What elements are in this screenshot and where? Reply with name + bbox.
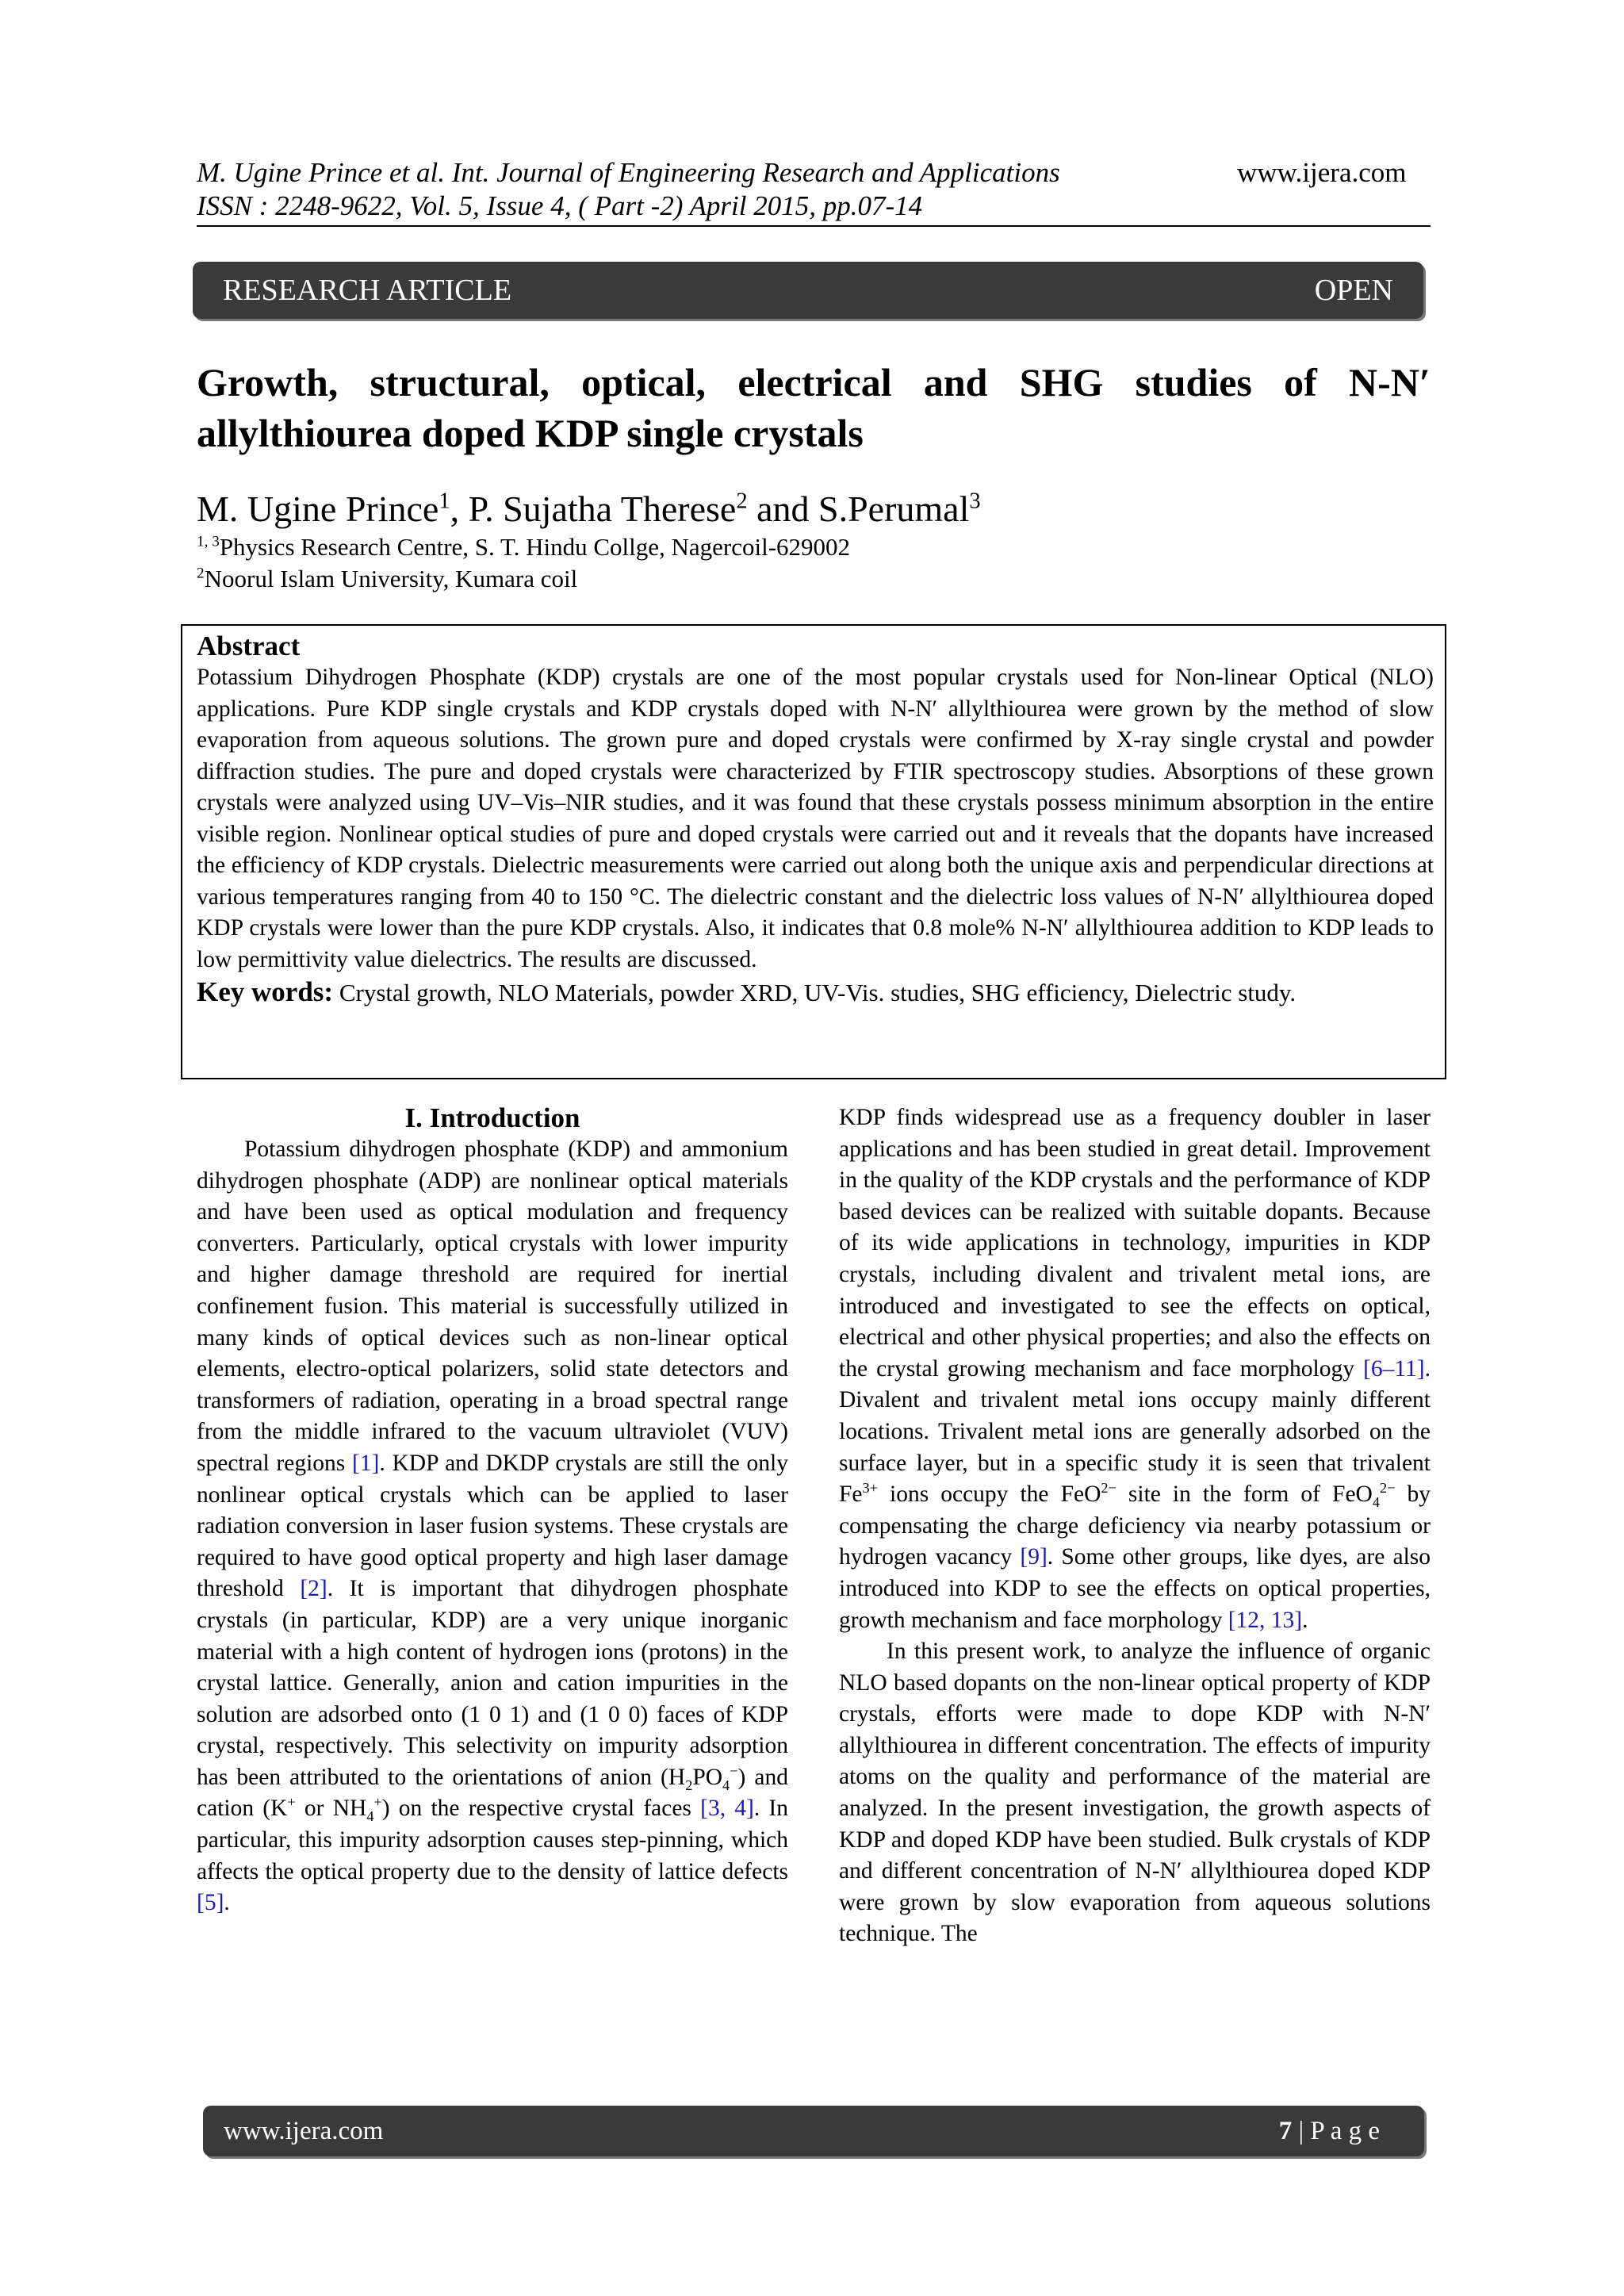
page-footer [203,2106,1424,2156]
affiliation-1 [197,531,850,563]
page-number-value: 7 [1278,2116,1293,2145]
journal-citation-line1: M. Ugine Prince et al. Int. Journal of Engineering Research and Applications [197,157,1060,188]
footer-website[interactable]: www.ijera.com [224,2116,384,2145]
affiliation-2-text: Noorul Islam University, Kumara coil [204,565,578,592]
intro-paragraph-2: KDP finds widespread use as a frequency doubler in laser applications and has been studied in great detail. Improvement in the quality of the KDP crystals and the performance of KDP based devices can be realized with suitable dopants. Because of its wide applications in technology, impurities in KDP crystals, including divalent and trivalent metal ions, are introduced and investigated to see the effects on optical, electrical and other physical properties; and also the effects on the crystal growing mechanism and face morphology [6–11]. Divalent and trivalent metal ions occupy mainly different locations. Trivalent metal ions are generally adsorbed on the surface layer, but in a specific study it is seen that trivalent $Fe^{3+}$ ions occupy the FeO$^{2-}$ site in the form of FeO$_4^{2-}$ by compensating the charge deficiency via nearby potassium or hydrogen vacancy [9]. Some other groups, like dyes, are also introduced into KDP to see the effects on optical properties, growth mechanism and face morphology [12, 13]. [839,1105,1431,1633]
right-column [839,1102,1431,1950]
author-3: and S.Perumal [747,489,970,529]
author-1: M. Ugine Prince [197,489,439,529]
header-rule [197,225,1431,227]
citation-2[interactable]: [2] [300,1576,327,1602]
intro-paragraph-1: Potassium dihydrogen phosphate (KDP) and ammonium dihydrogen phosphate (ADP) are nonlinear optical materials and have been used as optical modulation and frequency converters. Particularly, optical crystals with lower impurity and higher damage threshold are required for inertial confinement fusion. This material is successfully utilized in many kinds of optical devices such as non-linear optical elements, electro-optical polarizers, solid state detectors and transformers of radiation, operating in a broad spectral range from the middle infrared to the vacuum ultraviolet (VUV) spectral regions [1]. KDP and DKDP crystals are still the only nonlinear optical crystals which can be applied to laser radiation conversion in laser fusion systems. These crystals are required to have good optical property and high laser damage threshold [2]. It is important that dihydrogen phosphate crystals (in particular, KDP) are a very unique inorganic material with a high content of hydrogen ions (protons) in the crystal lattice. Generally, anion and cation impurities in the solution are adsorbed onto (1 0 1) and (1 0 0) faces of KDP crystal, respectively. This selectivity on impurity adsorption has been attributed to the orientations of anion $(H_2PO_4^-)$ and cation (K+ or $NH_4^+$) on the respective crystal faces [3, 4]. In particular, this impurity adsorption causes step-pinning, which affects the optical property due to the density of lattice defects [5]. [197,1137,789,1916]
author-2: , P. Sujatha Therese [450,489,737,529]
author-list [197,487,981,531]
affiliation-2-mark: 2 [197,565,205,582]
page-number [1279,2117,1380,2146]
article-type-banner [193,262,1423,319]
citation-1[interactable]: [1] [351,1450,380,1476]
open-access-label: OPEN [1314,274,1393,307]
intro-paragraph-3: In this present work, to analyze the influence of organic NLO based dopants on the non-linear optical property of KDP crystals, efforts were made to dope KDP with N-N′ allylthiourea in different concentration. The effects of impurity atoms on the quality and performance of the material are analyzed. In the present investigation, the growth aspects of KDP and doped KDP have been studied. Bulk crystals of KDP and different concentration of N-N′ allylthiourea doped KDP were grown by slow evaporation from aqueous solutions technique. The [839,1639,1431,1947]
author-1-affil: 1 [439,489,450,514]
section-heading-introduction: I. Introduction [404,1102,580,1133]
citation-9[interactable]: [9] [1020,1544,1048,1570]
affiliation-2 [197,563,577,595]
citation-3-4[interactable]: [3, 4] [700,1796,754,1822]
paper-title-line2: allylthiourea doped KDP single crystals [197,411,864,455]
citation-5[interactable]: [5] [197,1890,224,1916]
citation-6-11[interactable]: [6–11] [1363,1355,1425,1382]
paper-title-line1: Growth, structural, optical, electrical and SHG studies of N-N′ [197,360,1431,404]
abstract-heading: Abstract [197,631,301,661]
article-type-label: RESEARCH ARTICLE [223,274,512,307]
abstract-box [181,624,1446,1079]
abstract-text: Potassium Dihydrogen Phosphate (KDP) crystals are one of the most popular crystals used for Non-linear Optical (NLO) applications. Pure KDP single crystals and KDP crystals doped with N-N′ allylthiourea were grown by the method of slow evaporation from aqueous solutions. The grown pure and doped crystals were confirmed by X-ray single crystal and powder diffraction studies. The pure and doped crystals were characterized by FTIR spectroscopy studies. Absorptions of these grown crystals were analyzed using UV–Vis–NIR studies, and it was found that these crystals possess minimum absorption in the entire visible region. Nonlinear optical studies of pure and doped crystals were carried out and it reveals that the dopants have increased the efficiency of KDP crystals. Dielectric measurements were carried out along both the unique axis and perpendicular directions at various temperatures ranging from 40 to 150 °C. The dielectric constant and the dielectric loss values of N-N′ allylthiourea doped KDP crystals were lower than the pure KDP crystals. Also, it indicates that 0.8 mole% N-N′ allylthiourea addition to KDP leads to low permittivity value dielectrics. The results are discussed. [197,665,1434,972]
author-3-affil: 3 [969,489,981,514]
keywords-list: Crystal growth, NLO Materials, powder XRD, UV-Vis. studies, SHG efficiency, Dielectric study. [333,979,1297,1006]
page-number-label: | P a g e [1292,2116,1380,2145]
affiliation-1-text: Physics Research Centre, S. T. Hindu Collge, Nagercoil-629002 [219,533,851,561]
author-2-affil: 2 [736,489,748,514]
affiliation-1-mark: 1, 3 [197,533,220,550]
keywords-label: Key words: [197,976,334,1007]
journal-website[interactable]: www.ijera.com [1237,157,1407,188]
citation-12-13[interactable]: [12, 13] [1228,1607,1303,1633]
journal-citation-line2: ISSN : 2248-9622, Vol. 5, Issue 4, ( Part -2) April 2015, pp.07-14 [197,190,923,221]
keywords [197,976,1434,1010]
left-column [197,1102,788,1919]
